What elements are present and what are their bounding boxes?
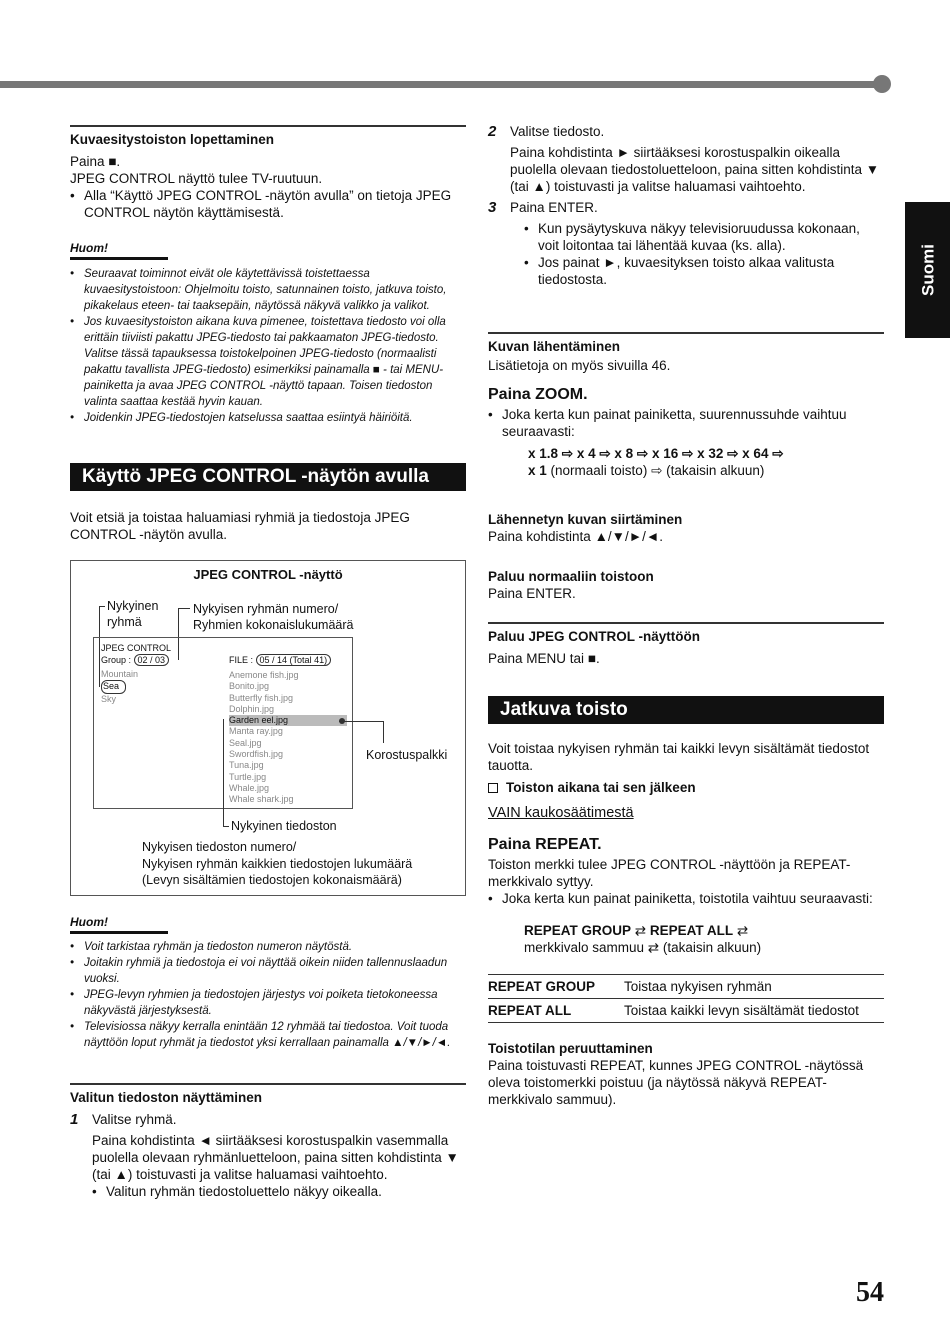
group-list: [101, 669, 161, 705]
label-text: Nykyisen ryhmän kaikkien tiedostojen lukumäärä: [142, 856, 413, 871]
paragraph: Toiston merkki tulee JPEG CONTROL -näyttöön ja REPEAT-merkkivalo syttyy.: [488, 857, 851, 889]
leader-dot: [339, 718, 345, 724]
leader-line: [383, 721, 384, 743]
subheading: Toistotilan peruuttaminen: [488, 1041, 653, 1056]
paragraph: Lisätietoja on myös sivuilla 46.: [488, 358, 671, 373]
group-list-item: Mountain: [101, 669, 139, 679]
label-current-group: [107, 598, 158, 630]
top-rule-dot: [873, 75, 891, 93]
language-tab: [905, 202, 950, 338]
label-text: Nykyisen tiedoston numero/: [142, 840, 297, 854]
file-list-item: Seal.jpg: [229, 737, 262, 748]
step-number: 3: [488, 199, 497, 216]
paragraph: JPEG CONTROL näyttö tulee TV-ruutuun.: [70, 171, 323, 186]
label-text: Ryhmien kokonaislukumäärä: [193, 618, 354, 632]
section-heading-bar: Jatkuva toisto: [488, 696, 884, 724]
leader-line: [339, 721, 383, 722]
note-item: • Joidenkin JPEG-tiedostojen katselussa saattaa esiintyä häiriöitä.: [70, 410, 466, 426]
paragraph: Paina ■.: [70, 154, 121, 169]
note-item: • Joitakin ryhmiä ja tiedostoja ei voi näyttää oikein niiden tallennuslaadun vuoksi.: [70, 955, 466, 987]
paragraph: Paina MENU tai ■.: [488, 651, 600, 666]
file-list-item: Tuna.jpg: [229, 760, 264, 771]
file-label: FILE :: [229, 655, 254, 665]
zoom-section: [488, 332, 884, 479]
file-list-item: Whale.jpg: [229, 782, 270, 793]
label-group-number: [193, 601, 354, 633]
bullet: • Alla “Käyttö JPEG CONTROL -näytön avulla” on tietoja JPEG CONTROL näytön käyttämisestä.: [70, 187, 466, 221]
top-rule: [0, 81, 880, 88]
instruction-heading: Paina ZOOM.: [488, 386, 588, 403]
note-item: • Jos kuvaesitystoiston aikana kuva pimenee, toistettava tiedosto voi olla erittäin tiiviisti pakattu JPEG-tiedosto tai pakkaamaton JPEG-tiedosto. Valitse tässä tapauksessa toistokelpoinen JPEG-tiedosto (normaalisti pakattu tavallista JPEG-tiedosto) esimerkiksi painamalla ■ - tai MENU-painiketta ja avaa JPEG CONTROL -näyttö tapaan. Toisen tiedoston valinta saattaa kestää hyvin kauan.: [70, 314, 466, 410]
zoom-sequence-end: [488, 462, 884, 479]
bullet: • Valitun ryhmän tiedostoluettelo näkyy oikealla.: [92, 1183, 466, 1200]
label-file-number: [142, 839, 412, 889]
section-heading: Kuvan lähentäminen: [488, 332, 884, 355]
table-cell: REPEAT ALL: [488, 999, 624, 1023]
language-tab-label: Suomi: [918, 244, 937, 296]
group-label: Group :: [101, 655, 132, 665]
file-list-item: Swordfish.jpg: [229, 749, 284, 760]
bullet: • Jos painat ►, kuvaesityksen toisto alkaa valitusta tiedostosta.: [524, 254, 884, 288]
right-column-steps: [488, 123, 884, 288]
label-text: Nykyinen: [107, 599, 159, 613]
note-list: [70, 266, 466, 426]
note-block-1: [70, 239, 466, 426]
label-text: Nykyisen ryhmän numero/: [193, 602, 339, 616]
cycle-item: (takaisin alkuun): [662, 940, 762, 955]
subheading: Toiston aikana tai sen jälkeen: [506, 780, 696, 795]
cycle-item: REPEAT ALL: [649, 923, 734, 938]
group-value: 02 / 03: [134, 654, 170, 666]
subheading: Lähennetyn kuvan siirtäminen: [488, 512, 683, 527]
note-block-2: [70, 913, 466, 1051]
group-indicator: [101, 655, 169, 666]
note-item: • Seuraavat toiminnot eivät ole käytettävissä toistettaessa kuvaesitystoistoon: Ohjelmoitu toisto, satunnainen toisto, jatkuva toisto, pikakelaus eteen- tai taaksepäin, näytössä näkyvä valikko ja valikot.: [70, 266, 466, 314]
bullet: • Kun pysäytyskuva näkyy televisioruudussa kokonaan, voit loitontaa tai lähentää kuvaa (ks. alla).: [524, 220, 884, 254]
label-text: ryhmä: [107, 615, 142, 629]
remote-only: VAIN kaukosäätimestä: [488, 805, 634, 821]
group-list-item: Sea: [101, 680, 126, 693]
file-value: 05 / 14 (Total 41): [256, 654, 332, 666]
paragraph: Paina ENTER.: [488, 586, 576, 601]
file-indicator: [229, 655, 331, 666]
cycle-item: merkkivalo sammuu: [524, 940, 645, 955]
leader-line: [223, 719, 224, 826]
section-heading: Valitun tiedoston näyttäminen: [70, 1083, 466, 1106]
repeat-table: [488, 974, 884, 1023]
table-cell: Toistaa kaikki levyn sisältämät tiedostot: [624, 999, 884, 1023]
section-heading-bar: Käyttö JPEG CONTROL -näytön avulla: [70, 463, 466, 491]
checkbox-icon: [488, 783, 498, 793]
file-list-item: Dolphin.jpg: [229, 703, 275, 714]
cycle-arrows-icon: ⇄: [647, 940, 660, 955]
section-heading: Paluu JPEG CONTROL -näyttöön: [488, 622, 884, 645]
leader-line: [223, 826, 229, 827]
note-item: • Voit tarkistaa ryhmän ja tiedoston numeron näytöstä.: [70, 939, 466, 955]
note-item: • JPEG-levyn ryhmien ja tiedostojen järjestys voi poiketa tietokoneessa näkyvästä järjestyksestä.: [70, 987, 466, 1019]
table-row: [488, 999, 884, 1023]
table-cell: REPEAT GROUP: [488, 975, 624, 999]
note-item: • Televisiossa näkyy kerralla enintään 12 ryhmää tai tiedostoa. Voit tuoda näyttöön loput ryhmät ja tiedostot yksi kerrallaan painamalla ▲/▼/►/◄.: [70, 1019, 466, 1051]
table-cell: Toistaa nykyisen ryhmän: [624, 975, 884, 999]
file-list-item: Garden eel.jpg: [229, 715, 347, 726]
paragraph: Voit etsiä ja toistaa haluamiasi ryhmiä ja tiedostoja JPEG CONTROL -näytön avulla.: [70, 510, 410, 542]
zoom-value: x 1: [528, 463, 547, 478]
note-list: [70, 939, 466, 1051]
page-number: 54: [856, 1277, 884, 1308]
table-row: [488, 975, 884, 999]
bullet-list: [488, 220, 884, 288]
file-list-item: Bonito.jpg: [229, 681, 270, 692]
cycle-arrows-icon: ⇄: [634, 923, 647, 938]
return-section: [488, 622, 884, 667]
file-list-item: Turtle.jpg: [229, 771, 267, 782]
step-title: Paina ENTER.: [510, 200, 598, 215]
left-column-top: [70, 125, 466, 221]
paragraph: Paina kohdistinta ▲/▼/►/◄.: [488, 529, 664, 544]
repeat-section: [488, 740, 884, 1108]
screen-title: JPEG CONTROL: [101, 643, 172, 653]
zoom-tail: (normaali toisto) ⇨ (takaisin alkuun): [546, 463, 765, 478]
subheading: Paluu normaaliin toistoon: [488, 569, 654, 584]
file-list-item: Manta ray.jpg: [229, 726, 283, 737]
zoom-move: [488, 511, 884, 602]
note-title: Huom!: [70, 240, 168, 260]
cycle-arrows-icon: ⇄: [736, 923, 749, 938]
repeat-cycle: [488, 922, 884, 956]
label-highlight-bar: Korostuspalkki: [366, 748, 448, 762]
step-title: Valitse ryhmä.: [92, 1112, 177, 1127]
bullet: • Joka kerta kun painat painiketta, toistotila vaihtuu seuraavasti:: [488, 890, 884, 907]
paragraph: Paina kohdistinta ◄ siirtääksesi korostuspalkin vasemmalla puolella olevaan ryhmänluetteloon, paina sitten kohdistinta ▼ (tai ▲) toistuvasti ja valitse haluamasi vaihtoehto.: [92, 1133, 459, 1182]
step-number: 1: [70, 1111, 79, 1128]
instruction-heading: Paina REPEAT.: [488, 836, 602, 853]
zoom-sequence: x 1.8 ⇨ x 4 ⇨ x 8 ⇨ x 16 ⇨ x 32 ⇨ x 64 ⇨: [528, 446, 784, 461]
step-title: Valitse tiedosto.: [510, 124, 605, 139]
file-list-item: Whale shark.jpg: [229, 794, 294, 805]
paragraph: Voit toistaa nykyisen ryhmän tai kaikki levyn sisältämät tiedostot tauotta.: [488, 741, 870, 773]
file-list-item: Butterfly fish.jpg: [229, 692, 294, 703]
paragraph: Paina toistuvasti REPEAT, kunnes JPEG CONTROL -näytössä oleva toistomerkki poistuu (ja näytössä näkyvä REPEAT-merkkivalo sammuu).: [488, 1058, 864, 1107]
step-number: 2: [488, 123, 497, 140]
group-list-item: Sky: [101, 693, 117, 704]
paragraph: Paina kohdistinta ► siirtääksesi korostuspalkin oikealla puolella olevaan tiedostoluetteloon, paina sitten kohdistinta ▼ (tai ▲) toistuvasti ja valitse haluamasi vaihtoehto.: [510, 145, 880, 194]
label-current-file: Nykyinen tiedoston: [231, 819, 337, 833]
file-list: [229, 670, 347, 806]
left-column-bottom: [70, 1083, 466, 1200]
file-list-item: Anemone fish.jpg: [229, 670, 299, 680]
bullet: • Joka kerta kun painat painiketta, suurennussuhde vaihtuu seuraavasti:: [488, 406, 884, 440]
leader-line: [178, 608, 190, 609]
label-text: (Levyn sisältämien tiedostojen kokonaismäärä): [142, 873, 402, 887]
note-title: Huom!: [70, 914, 168, 934]
section-heading: Kuvaesitystoiston lopettaminen: [70, 125, 466, 148]
cycle-item: REPEAT GROUP: [524, 923, 632, 938]
diagram-title: JPEG CONTROL -näyttö: [193, 567, 343, 582]
